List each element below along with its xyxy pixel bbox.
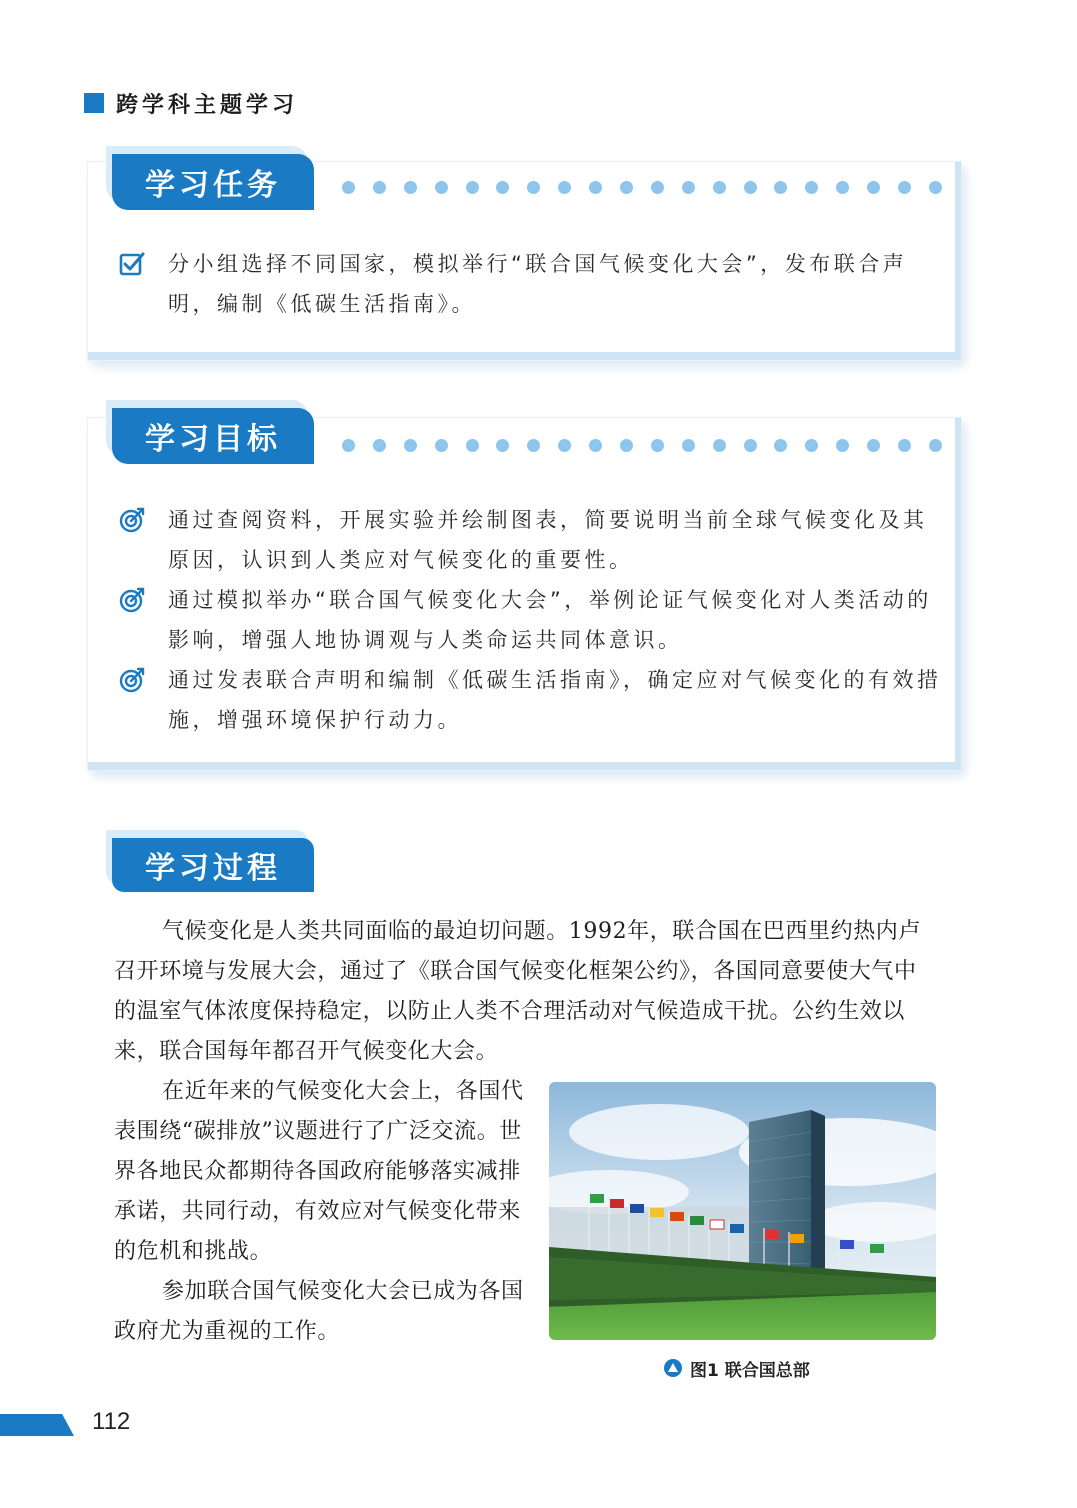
goal-item-text: 通过查阅资料，开展实验并绘制图表，简要说明当前全球气候变化及其原因，认识到人类应对气候变化的重要性。: [168, 508, 928, 572]
paragraph-3-text: 参加联合国气候变化大会已成为各国政府尤为重视的工作。: [114, 1279, 524, 1344]
page-number-band: [0, 1414, 74, 1436]
figure-caption: [664, 1356, 810, 1380]
goal-item-text: 通过模拟举办“联合国气候变化大会”，举例论证气候变化对人类活动的影响，增强人地协调观与人类命运共同体意识。: [168, 588, 932, 652]
goal-item-text: 通过发表联合声明和编制《低碳生活指南》，确定应对气候变化的有效措施，增强环境保护行动力。: [168, 668, 942, 732]
target-icon: [118, 586, 146, 614]
page-number: 112: [92, 1408, 131, 1435]
task-item-text: 分小组选择不同国家，模拟举行“联合国气候变化大会”，发布联合声明，编制《低碳生活指南》。: [168, 252, 908, 316]
paragraph-3: [114, 1272, 528, 1352]
task-section-title: 学习任务: [112, 154, 314, 210]
goal-dots-divider: [342, 439, 942, 453]
goal-item: [118, 580, 948, 660]
target-icon: [118, 506, 146, 534]
goal-item: [118, 660, 948, 740]
figure-caption-text: 图1 联合国总部: [690, 1360, 810, 1381]
header-square-icon: [84, 93, 104, 113]
checkbox-icon: [118, 250, 146, 278]
triangle-marker-icon: [664, 1359, 682, 1377]
paragraph-1: [114, 912, 936, 1072]
goal-item: [118, 500, 948, 580]
un-headquarters-photo: [549, 1082, 936, 1340]
header-title: 跨学科主题学习: [116, 92, 299, 118]
process-section-title: 学习过程: [112, 838, 314, 892]
paragraph-2: [114, 1072, 528, 1272]
running-header: [84, 88, 298, 118]
paragraph-2-text: 在近年来的气候变化大会上，各国代表围绕“碳排放”议题进行了广泛交流。世界各地民众都期待各国政府能够落实减排承诺，共同行动，有效应对气候变化带来的危机和挑战。: [114, 1079, 524, 1264]
target-icon: [118, 666, 146, 694]
paragraph-1-text: 气候变化是人类共同面临的最迫切问题。1992年，联合国在巴西里约热内卢召开环境与发展大会，通过了《联合国气候变化框架公约》，各国同意要使大气中的温室气体浓度保持稳定，以防止人类不合理活动对气候造成干扰。公约生效以来，联合国每年都召开气候变化大会。: [114, 919, 921, 1064]
goal-section-title: 学习目标: [112, 408, 314, 464]
task-dots-divider: [342, 181, 942, 195]
task-item: [118, 244, 948, 324]
